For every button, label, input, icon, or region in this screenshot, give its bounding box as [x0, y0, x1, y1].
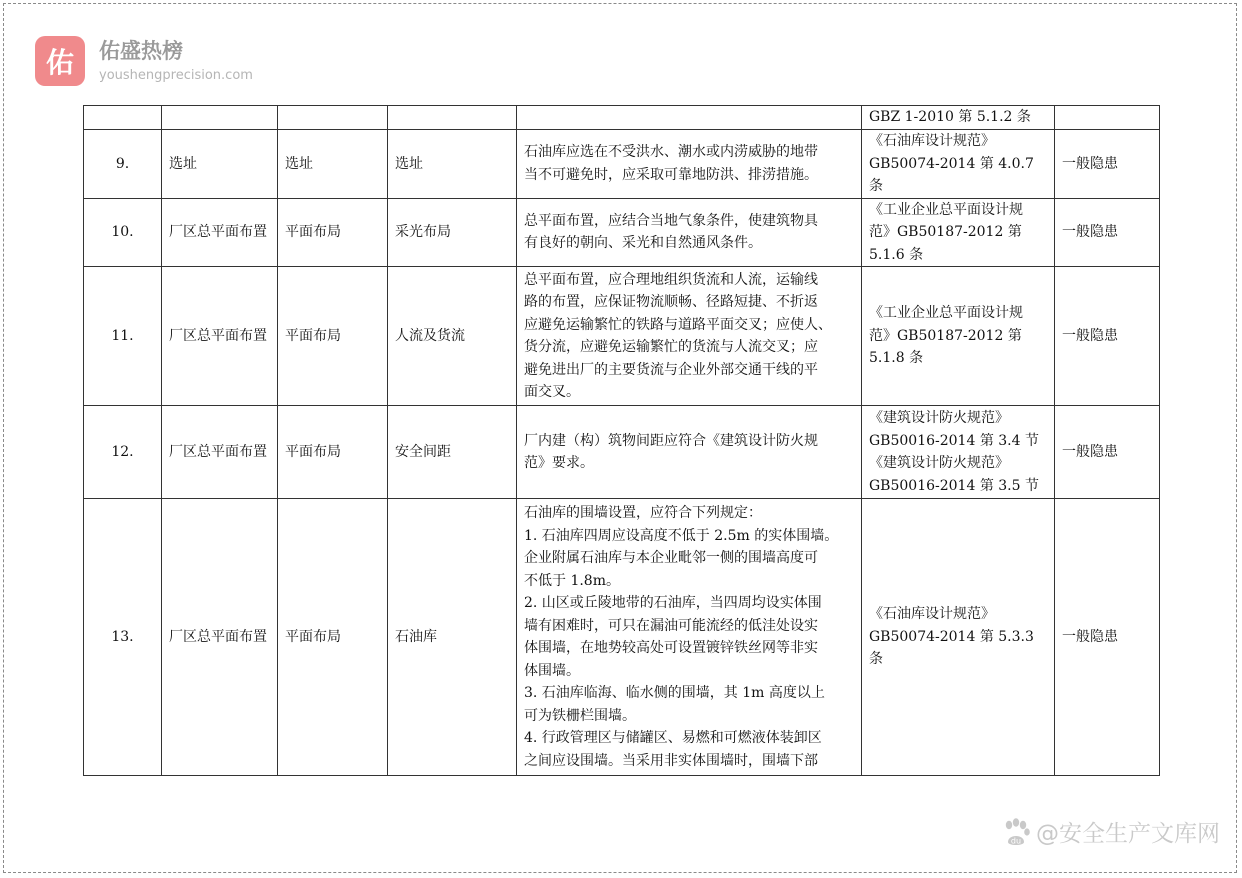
cell-reference	[862, 406, 1055, 499]
brand-logo: 佑	[35, 36, 85, 86]
cell-reference-line: 范》GB50187-2012 第	[869, 327, 1022, 344]
table-row	[84, 267, 1160, 406]
cell-item: 安全间距	[388, 406, 517, 499]
cell-requirement-line: 避免进出厂的主要货流与企业外部交通干线的平	[524, 361, 818, 378]
cell-item	[388, 106, 517, 130]
brand-name: 佑盛热榜	[99, 39, 183, 63]
cell-reference	[862, 130, 1055, 199]
cell-requirement	[517, 406, 862, 499]
cell-item: 采光布局	[388, 198, 517, 267]
cell-reference-line: GBZ 1-2010 第 5.1.2 条	[869, 109, 1031, 126]
cell-category	[278, 106, 388, 130]
cell-number: 12.	[84, 406, 162, 499]
cell-number: 9.	[84, 130, 162, 199]
cell-reference-line: 《石油库设计规范》	[869, 133, 995, 149]
cell-category: 平面布局	[278, 406, 388, 499]
cell-hazard-level: 一般隐患	[1055, 198, 1160, 267]
cell-reference	[862, 198, 1055, 267]
cell-area: 厂区总平面布置	[162, 406, 278, 499]
cell-category: 选址	[278, 130, 388, 199]
cell-area: 厂区总平面布置	[162, 267, 278, 406]
cell-requirement-line: 体围墙，在地势较高处可设置镀锌铁丝网等非实	[524, 640, 818, 656]
table-row	[84, 406, 1160, 499]
cell-reference-line: 范》GB50187-2012 第	[869, 224, 1022, 240]
cell-requirement	[517, 499, 862, 776]
cell-reference-line: GB50074-2014 第 4.0.7 条	[869, 155, 1034, 194]
brand-text	[99, 39, 253, 83]
cell-requirement-line: 1. 石油库四周应设高度不低于 2.5m 的实体围墙。	[524, 527, 839, 544]
cell-requirement-line: 3. 石油库临海、临水侧的围墙，其 1m 高度以上	[524, 685, 825, 701]
svg-text:du: du	[1010, 836, 1022, 845]
cell-item: 选址	[388, 130, 517, 199]
cell-requirement-line: 厂内建（构）筑物间距应符合《建筑设计防火规	[524, 432, 818, 449]
cell-requirement-line: 应避免运输繁忙的铁路与道路平面交叉；应使人、	[524, 316, 832, 333]
watermark-text: @安全生产文库网	[1036, 821, 1220, 847]
cell-requirement-line: 路的布置，应保证物流顺畅、径路短捷、不折返	[524, 294, 818, 310]
cell-reference-line: 《工业企业总平面设计规	[869, 305, 1023, 322]
cell-requirement-line: 总平面布置，应结合当地气象条件，使建筑物具	[524, 212, 818, 229]
cell-category: 平面布局	[278, 499, 388, 776]
cell-reference-line: 《工业企业总平面设计规	[869, 201, 1023, 218]
cell-item: 石油库	[388, 499, 517, 776]
table-row	[84, 499, 1160, 776]
cell-area	[162, 106, 278, 130]
cell-reference	[862, 499, 1055, 776]
cell-requirement-line: 面交叉。	[524, 384, 580, 400]
cell-category: 平面布局	[278, 267, 388, 406]
cell-requirement-line: 有良好的朝向、采光和自然通风条件。	[524, 235, 762, 252]
cell-area: 选址	[162, 130, 278, 199]
table-row	[84, 106, 1160, 130]
hazard-standard-table	[83, 105, 1160, 776]
cell-number: 11.	[84, 267, 162, 406]
cell-reference	[862, 106, 1055, 130]
cell-requirement-line: 货分流，应避免运输繁忙的货流与人流交叉；应	[524, 339, 818, 355]
cell-reference-line: 《建筑设计防火规范》	[869, 410, 1009, 426]
cell-reference-line: GB50074-2014 第 5.3.3 条	[869, 628, 1034, 668]
cell-number	[84, 106, 162, 130]
cell-requirement	[517, 267, 862, 406]
cell-hazard-level: 一般隐患	[1055, 130, 1160, 199]
cell-requirement-line: 体围墙。	[524, 662, 580, 679]
cell-area: 厂区总平面布置	[162, 198, 278, 267]
cell-hazard-level: 一般隐患	[1055, 267, 1160, 406]
cell-requirement-line: 4. 行政管理区与储罐区、易燃和可燃液体装卸区	[524, 730, 822, 746]
cell-category: 平面布局	[278, 198, 388, 267]
cell-requirement-line: 范》要求。	[524, 455, 594, 471]
cell-number: 10.	[84, 198, 162, 267]
cell-reference	[862, 267, 1055, 406]
cell-reference-line: GB50016-2014 第 3.5 节	[869, 477, 1039, 494]
cell-requirement-line: 之间应设围墙。当采用非实体围墙时，围墙下部	[524, 752, 818, 769]
cell-item: 人流及货流	[388, 267, 517, 406]
table-row	[84, 130, 1160, 199]
cell-reference-line: GB50016-2014 第 3.4 节	[869, 432, 1039, 449]
cell-number: 13.	[84, 499, 162, 776]
cell-requirement-line: 2. 山区或丘陵地带的石油库，当四周均设实体围	[524, 595, 822, 611]
cell-requirement-line: 墙有困难时，可只在漏油可能流经的低洼处设实	[524, 617, 818, 634]
cell-area: 厂区总平面布置	[162, 499, 278, 776]
cell-requirement-line: 当不可避免时，应采取可靠地防洪、排涝措施。	[524, 166, 818, 183]
cell-hazard-level	[1055, 106, 1160, 130]
cell-reference-line: 《石油库设计规范》	[869, 606, 995, 623]
cell-hazard-level: 一般隐患	[1055, 499, 1160, 776]
cell-requirement	[517, 130, 862, 199]
table-row	[84, 198, 1160, 267]
cell-requirement-line: 石油库的围墙设置，应符合下列规定：	[524, 505, 762, 521]
brand-website: youshengprecision.com	[99, 68, 253, 83]
cell-requirement-line: 不低于 1.8m。	[524, 572, 620, 589]
brand-header	[35, 36, 253, 86]
cell-requirement-line: 可为铁栅栏围墙。	[524, 707, 636, 724]
cell-requirement-line: 企业附属石油库与本企业毗邻一侧的围墙高度可	[524, 550, 818, 566]
cell-requirement-line: 石油库应选在不受洪水、潮水或内涝威胁的地带	[524, 144, 818, 161]
watermark	[1000, 815, 1220, 848]
cell-reference-line: 5.1.8 条	[869, 350, 924, 367]
cell-requirement	[517, 106, 862, 130]
cell-hazard-level: 一般隐患	[1055, 406, 1160, 499]
cell-reference-line: 5.1.6 条	[869, 246, 924, 263]
cell-reference-line: 《建筑设计防火规范》	[869, 455, 1009, 471]
cell-requirement-line: 总平面布置，应合理地组织货流和人流，运输线	[524, 271, 818, 288]
cell-requirement	[517, 198, 862, 267]
paw-icon	[1000, 816, 1032, 848]
